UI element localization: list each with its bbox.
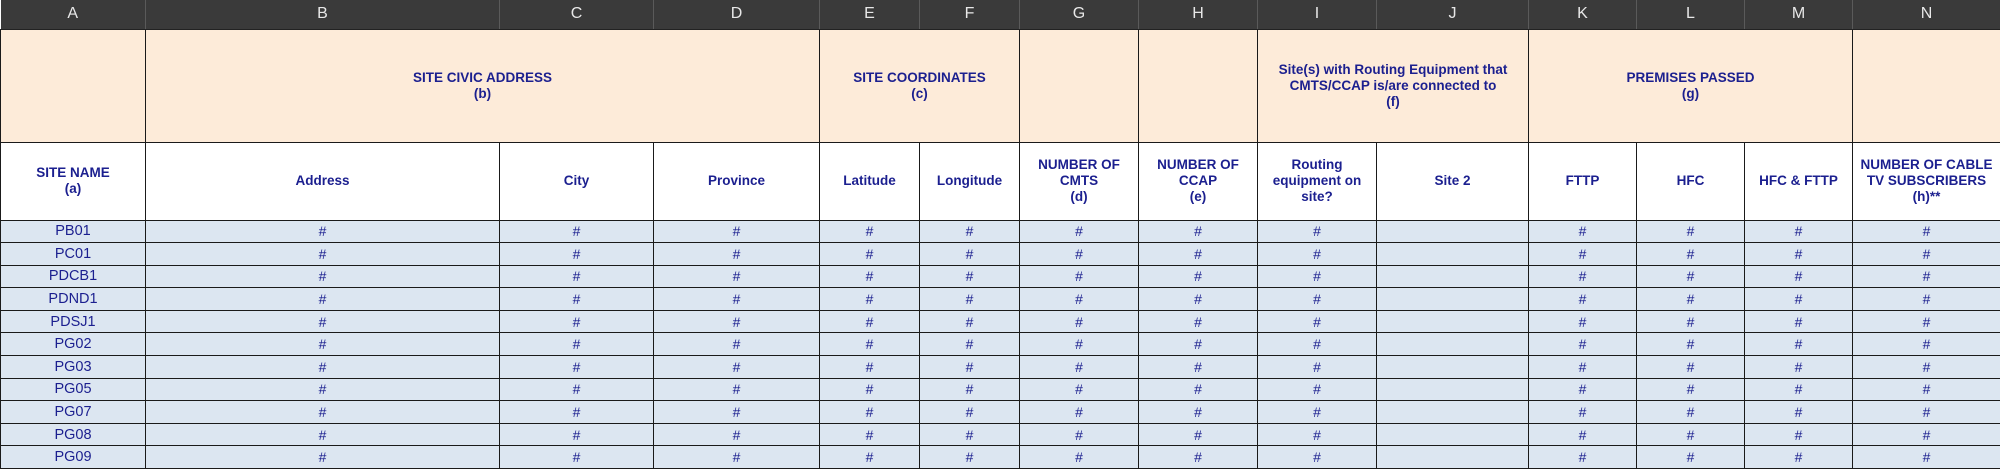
group-note: (g) — [1681, 85, 1700, 101]
data-cell[interactable]: # — [654, 378, 820, 401]
group-note: (f) — [1386, 93, 1400, 109]
data-cell[interactable]: # — [146, 288, 500, 311]
header-cmts[interactable] — [1020, 142, 1139, 220]
data-cell[interactable]: # — [1853, 310, 2000, 333]
group-routing[interactable] — [1258, 29, 1529, 142]
site-name-cell[interactable]: PG02 — [1, 333, 146, 356]
data-cell[interactable]: # — [1258, 356, 1377, 379]
header-routing-on-site[interactable]: Routing equipment on site? — [1258, 142, 1377, 220]
data-cell[interactable]: # — [920, 423, 1020, 446]
data-cell[interactable]: # — [920, 288, 1020, 311]
data-cell[interactable]: # — [1258, 265, 1377, 288]
site-name-cell[interactable]: PB01 — [1, 220, 146, 243]
data-cell[interactable]: # — [500, 220, 654, 243]
site-name-cell[interactable]: PDND1 — [1, 288, 146, 311]
site-name-cell[interactable]: PDCB1 — [1, 265, 146, 288]
table-row — [1, 265, 2000, 288]
data-cell[interactable]: # — [1745, 243, 1853, 266]
data-cell[interactable]: # — [1853, 401, 2000, 424]
data-cell[interactable]: # — [1139, 288, 1258, 311]
data-cell[interactable] — [1377, 243, 1529, 266]
data-cell[interactable]: # — [146, 265, 500, 288]
header-city[interactable]: City — [500, 142, 654, 220]
group-cell-empty-a[interactable] — [1, 29, 146, 142]
column-header-e[interactable]: E — [820, 0, 920, 29]
data-cell[interactable]: # — [1020, 401, 1139, 424]
column-header-d[interactable]: D — [654, 0, 820, 29]
group-title: SITE CIVIC ADDRESS — [412, 69, 553, 85]
header-label: NUMBER OF CCAP — [1157, 157, 1239, 188]
data-cell[interactable]: # — [1020, 220, 1139, 243]
group-note: (b) — [473, 85, 492, 101]
column-header-row — [1, 0, 2000, 29]
data-cell[interactable]: # — [146, 310, 500, 333]
group-title: SITE COORDINATES — [853, 69, 986, 85]
column-header-i[interactable]: I — [1258, 0, 1377, 29]
table-row — [1, 423, 2000, 446]
table-row — [1, 378, 2000, 401]
data-cell[interactable]: # — [1529, 378, 1637, 401]
data-cell[interactable]: # — [1258, 310, 1377, 333]
data-cell[interactable]: # — [500, 243, 654, 266]
data-cell[interactable]: # — [1745, 378, 1853, 401]
data-cell[interactable]: # — [654, 288, 820, 311]
data-cell[interactable]: # — [820, 423, 920, 446]
table-row — [1, 243, 2000, 266]
data-cell[interactable]: # — [146, 333, 500, 356]
data-cell[interactable]: # — [1745, 333, 1853, 356]
data-cell[interactable] — [1377, 310, 1529, 333]
group-title: PREMISES PASSED — [1626, 69, 1755, 85]
data-cell[interactable]: # — [1529, 310, 1637, 333]
data-cell[interactable]: # — [1637, 243, 1745, 266]
data-cell[interactable]: # — [820, 446, 920, 469]
data-cell[interactable]: # — [1139, 310, 1258, 333]
data-cell[interactable]: # — [920, 265, 1020, 288]
site-name-cell[interactable]: PDSJ1 — [1, 310, 146, 333]
data-cell[interactable]: # — [1139, 243, 1258, 266]
data-cell[interactable] — [1377, 401, 1529, 424]
column-header-f[interactable]: F — [920, 0, 1020, 29]
data-cell[interactable] — [1377, 288, 1529, 311]
data-cell[interactable]: # — [500, 333, 654, 356]
data-cell[interactable]: # — [500, 446, 654, 469]
data-cell[interactable]: # — [500, 265, 654, 288]
data-cell[interactable]: # — [1637, 220, 1745, 243]
group-note: (c) — [911, 85, 928, 101]
header-label: NUMBER OF CABLE TV SUBSCRIBERS — [1860, 157, 1993, 188]
data-cell[interactable]: # — [920, 220, 1020, 243]
data-cell[interactable]: # — [1853, 378, 2000, 401]
header-note: (e) — [1189, 189, 1207, 204]
data-cell[interactable]: # — [1637, 265, 1745, 288]
table-row — [1, 310, 2000, 333]
table-row — [1, 288, 2000, 311]
column-header-l[interactable]: L — [1637, 0, 1745, 29]
data-cell[interactable]: # — [1139, 378, 1258, 401]
data-cell[interactable]: # — [1637, 356, 1745, 379]
table-row — [1, 333, 2000, 356]
data-cell[interactable]: # — [1020, 356, 1139, 379]
data-cell[interactable]: # — [654, 333, 820, 356]
data-cell[interactable]: # — [1258, 288, 1377, 311]
data-cell[interactable]: # — [146, 356, 500, 379]
header-note: (d) — [1070, 189, 1088, 204]
data-cell[interactable]: # — [1529, 423, 1637, 446]
header-fttp[interactable]: FTTP — [1529, 142, 1637, 220]
site-name-cell[interactable]: PG03 — [1, 356, 146, 379]
data-cell[interactable]: # — [920, 356, 1020, 379]
data-cell[interactable]: # — [920, 333, 1020, 356]
header-ccap[interactable] — [1139, 142, 1258, 220]
header-hfc[interactable]: HFC — [1637, 142, 1745, 220]
column-header-a[interactable]: A — [1, 0, 146, 29]
column-header-h[interactable]: H — [1139, 0, 1258, 29]
table-row — [1, 220, 2000, 243]
group-premises-passed[interactable] — [1529, 29, 1853, 142]
column-header-c[interactable]: C — [500, 0, 654, 29]
data-cell[interactable]: # — [654, 401, 820, 424]
header-site-name[interactable] — [1, 142, 146, 220]
header-longitude[interactable]: Longitude — [920, 142, 1020, 220]
group-cell-empty-n[interactable] — [1853, 29, 2000, 142]
data-cell[interactable] — [1377, 378, 1529, 401]
data-cell[interactable]: # — [1139, 333, 1258, 356]
data-cell[interactable]: # — [1258, 446, 1377, 469]
data-cell[interactable]: # — [920, 378, 1020, 401]
data-cell[interactable]: # — [1853, 446, 2000, 469]
data-cell[interactable]: # — [1258, 423, 1377, 446]
data-cell[interactable]: # — [820, 265, 920, 288]
header-label: SITE NAME — [36, 165, 110, 180]
data-cell[interactable] — [1377, 265, 1529, 288]
data-cell[interactable]: # — [1745, 288, 1853, 311]
data-cell[interactable]: # — [1853, 423, 2000, 446]
header-hfc-fttp[interactable]: HFC & FTTP — [1745, 142, 1853, 220]
data-cell[interactable]: # — [500, 423, 654, 446]
header-address[interactable]: Address — [146, 142, 500, 220]
header-note: (h)** — [1912, 189, 1941, 204]
data-cell[interactable]: # — [1529, 220, 1637, 243]
data-cell[interactable]: # — [1139, 265, 1258, 288]
data-cell[interactable]: # — [1258, 243, 1377, 266]
data-cell[interactable]: # — [500, 356, 654, 379]
data-cell[interactable]: # — [1529, 265, 1637, 288]
data-cell[interactable]: # — [1853, 288, 2000, 311]
data-cell[interactable]: # — [146, 378, 500, 401]
data-cell[interactable]: # — [1529, 356, 1637, 379]
table-row — [1, 446, 2000, 469]
data-cell[interactable]: # — [1853, 243, 2000, 266]
data-cell[interactable]: # — [1853, 265, 2000, 288]
data-cell[interactable]: # — [1745, 265, 1853, 288]
column-header-m[interactable]: M — [1745, 0, 1853, 29]
data-cell[interactable]: # — [1139, 220, 1258, 243]
data-cell[interactable]: # — [1020, 243, 1139, 266]
data-cell[interactable]: # — [1637, 378, 1745, 401]
data-cell[interactable]: # — [920, 310, 1020, 333]
data-cell[interactable]: # — [1853, 220, 2000, 243]
data-cell[interactable]: # — [654, 446, 820, 469]
data-cell[interactable]: # — [654, 265, 820, 288]
data-cell[interactable]: # — [1745, 423, 1853, 446]
data-cell[interactable]: # — [820, 378, 920, 401]
data-cell[interactable]: # — [820, 333, 920, 356]
data-cell[interactable] — [1377, 356, 1529, 379]
data-cell[interactable]: # — [1529, 243, 1637, 266]
data-cell[interactable]: # — [1139, 356, 1258, 379]
data-cell[interactable] — [1377, 423, 1529, 446]
data-cell[interactable]: # — [1139, 446, 1258, 469]
data-cell[interactable]: # — [920, 401, 1020, 424]
data-cell[interactable]: # — [1745, 446, 1853, 469]
data-cell[interactable]: # — [1529, 401, 1637, 424]
header-site-2[interactable]: Site 2 — [1377, 142, 1529, 220]
data-cell[interactable]: # — [1020, 446, 1139, 469]
table-row — [1, 401, 2000, 424]
data-cell[interactable]: # — [1529, 288, 1637, 311]
data-cell[interactable]: # — [146, 446, 500, 469]
header-cable-tv-subscribers[interactable] — [1853, 142, 2000, 220]
data-cell[interactable]: # — [1529, 446, 1637, 469]
data-cell[interactable]: # — [1529, 333, 1637, 356]
data-cell[interactable]: # — [1258, 401, 1377, 424]
data-cell[interactable]: # — [146, 401, 500, 424]
data-cell[interactable]: # — [146, 243, 500, 266]
header-latitude[interactable]: Latitude — [820, 142, 920, 220]
column-header-j[interactable]: J — [1377, 0, 1529, 29]
data-cell[interactable]: # — [920, 446, 1020, 469]
data-cell[interactable]: # — [500, 310, 654, 333]
data-cell[interactable]: # — [654, 220, 820, 243]
data-cell[interactable]: # — [1258, 378, 1377, 401]
header-note: (a) — [64, 181, 82, 196]
data-cell[interactable]: # — [1020, 310, 1139, 333]
data-cell[interactable]: # — [1139, 401, 1258, 424]
table-row — [1, 356, 2000, 379]
sub-header-row — [1, 142, 2000, 220]
column-header-n[interactable]: N — [1853, 0, 2000, 29]
group-coordinates[interactable] — [820, 29, 1020, 142]
data-cell[interactable]: # — [654, 310, 820, 333]
data-cell[interactable] — [1377, 220, 1529, 243]
data-cell[interactable]: # — [1020, 333, 1139, 356]
group-header-row — [1, 29, 2000, 142]
data-cell[interactable]: # — [820, 243, 920, 266]
site-name-cell[interactable]: PG09 — [1, 446, 146, 469]
data-cell[interactable]: # — [1637, 446, 1745, 469]
data-cell[interactable]: # — [1745, 310, 1853, 333]
data-cell[interactable]: # — [1258, 333, 1377, 356]
data-cell[interactable]: # — [146, 423, 500, 446]
column-header-b[interactable]: B — [146, 0, 500, 29]
column-header-k[interactable]: K — [1529, 0, 1637, 29]
data-cell[interactable]: # — [654, 356, 820, 379]
data-cell[interactable]: # — [500, 288, 654, 311]
data-cell[interactable]: # — [1020, 378, 1139, 401]
data-cell[interactable]: # — [1637, 333, 1745, 356]
group-civic-address[interactable] — [146, 29, 820, 142]
data-cell[interactable]: # — [1853, 356, 2000, 379]
data-cell[interactable]: # — [500, 378, 654, 401]
group-cell-empty-h[interactable] — [1139, 29, 1258, 142]
data-cell[interactable]: # — [820, 356, 920, 379]
data-cell[interactable]: # — [500, 401, 654, 424]
data-cell[interactable]: # — [1020, 423, 1139, 446]
data-cell[interactable]: # — [1745, 356, 1853, 379]
data-cell[interactable]: # — [1745, 220, 1853, 243]
group-title: Site(s) with Routing Equipment that CMTS/CCAP is/are connected to — [1278, 61, 1508, 93]
data-cell[interactable]: # — [1637, 401, 1745, 424]
site-name-cell[interactable]: PG08 — [1, 423, 146, 446]
header-province[interactable]: Province — [654, 142, 820, 220]
site-name-cell[interactable]: PG07 — [1, 401, 146, 424]
site-name-cell[interactable]: PC01 — [1, 243, 146, 266]
data-cell[interactable]: # — [820, 401, 920, 424]
column-header-g[interactable]: G — [1020, 0, 1139, 29]
data-cell[interactable]: # — [1139, 423, 1258, 446]
data-cell[interactable]: # — [1020, 265, 1139, 288]
data-cell[interactable]: # — [654, 423, 820, 446]
data-cell[interactable]: # — [1637, 288, 1745, 311]
data-cell[interactable]: # — [1020, 288, 1139, 311]
data-cell[interactable]: # — [1258, 220, 1377, 243]
data-cell[interactable]: # — [1637, 310, 1745, 333]
data-cell[interactable]: # — [146, 220, 500, 243]
data-cell[interactable]: # — [1745, 401, 1853, 424]
data-cell[interactable]: # — [820, 220, 920, 243]
data-cell[interactable]: # — [1853, 333, 2000, 356]
data-cell[interactable]: # — [820, 288, 920, 311]
site-name-cell[interactable]: PG05 — [1, 378, 146, 401]
header-label: NUMBER OF CMTS — [1038, 157, 1120, 188]
data-cell[interactable] — [1377, 446, 1529, 469]
data-cell[interactable]: # — [920, 243, 1020, 266]
data-cell[interactable]: # — [654, 243, 820, 266]
group-cell-empty-g[interactable] — [1020, 29, 1139, 142]
data-cell[interactable]: # — [820, 310, 920, 333]
data-cell[interactable]: # — [1637, 423, 1745, 446]
data-cell[interactable] — [1377, 333, 1529, 356]
